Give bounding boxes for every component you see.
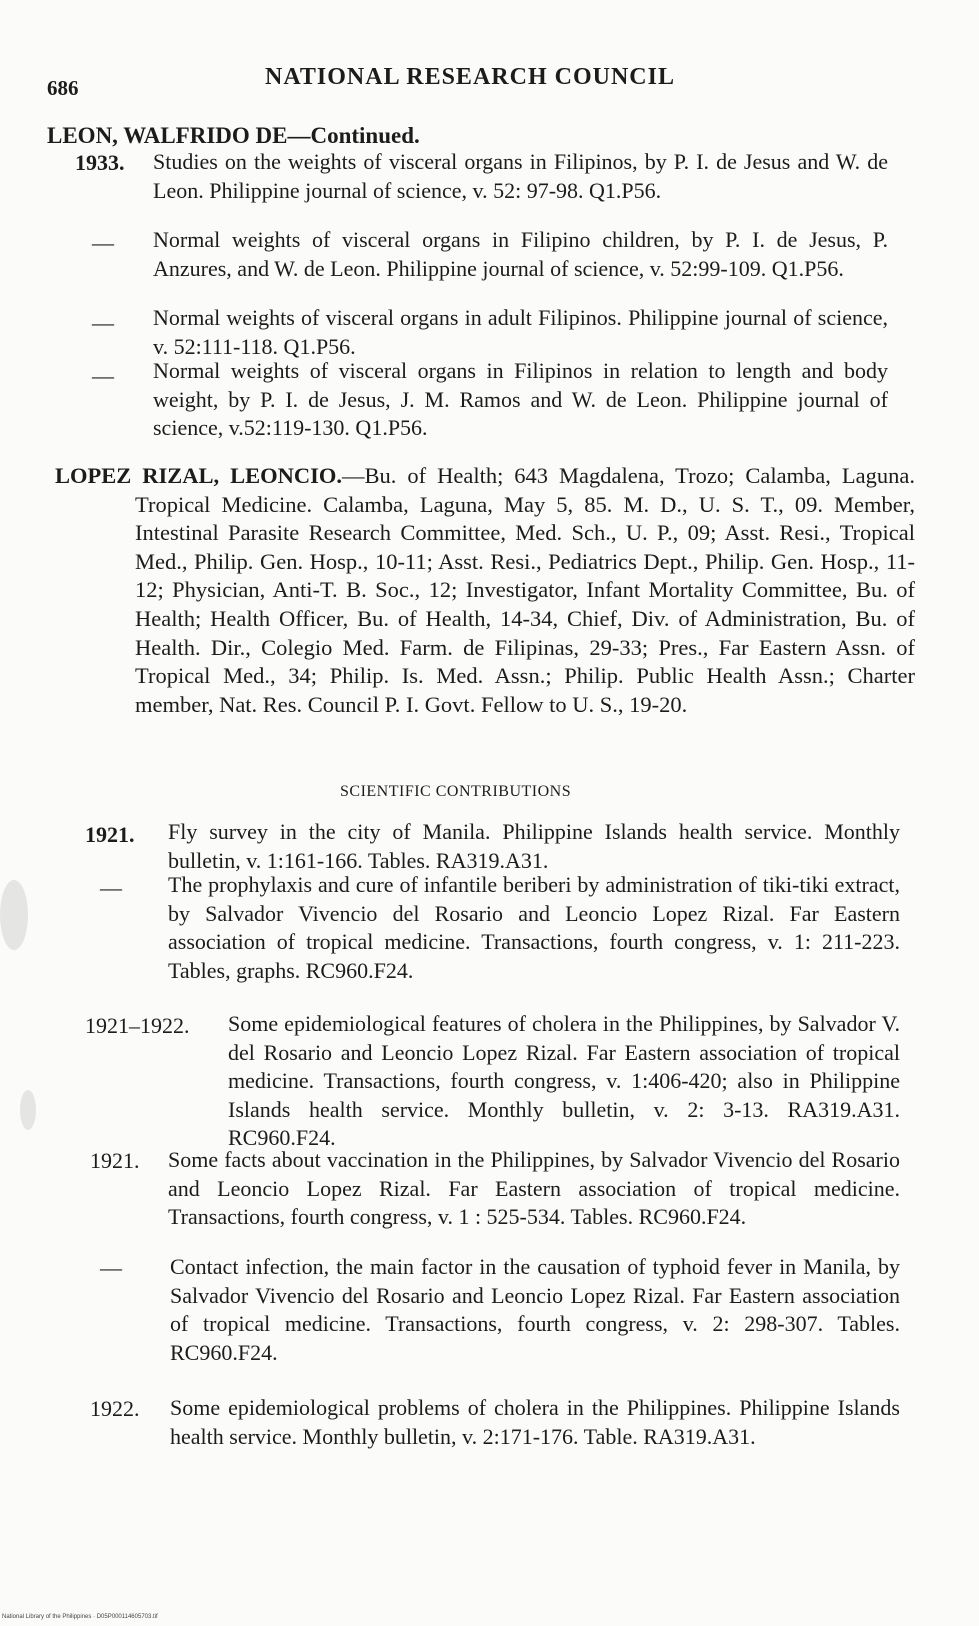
entry-dash: — — [100, 875, 122, 900]
running-head: NATIONAL RESEARCH COUNCIL — [265, 64, 675, 90]
bibliography-entry: Some facts about vaccination in the Philippines, by Salvador Vivencio del Rosario and Leoncio Lopez Rizal. Far Eastern association of tropical medicine. Transactions, fourth congress, v. 1 : 525-534. Tables. RC960.F24. — [168, 1147, 900, 1230]
section-heading: SCIENTIFIC CONTRIBUTIONS — [340, 783, 572, 800]
bibliography-entry: Studies on the weights of visceral organs in Filipinos, by P. I. de Jesus and W. de Leon. Philippine journal of science, v. 52: 97-98. Q1.P56. — [153, 149, 888, 203]
entry-dash: — — [92, 230, 114, 255]
scan-footer: National Library of the Philippines · D05P000114605703.tif — [2, 1614, 158, 1620]
bibliography-entry: Normal weights of visceral organs in Filipino children, by P. I. de Jesus, P. Anzures, and W. de Leon. Philippine journal of science, v. 52:99-109. Q1.P56. — [153, 227, 888, 281]
bibliography-entry: Some epidemiological features of cholera in the Philippines, by Salvador V. del Rosario and Leoncio Lopez Rizal. Far Eastern association of tropical medicine. Transactions, fourth congress, v. 1:406-420; also in Philippine Islands health service. Monthly bulletin, v. 2: 3-13. RA319.A31. RC960.F24. — [228, 1011, 900, 1151]
biography-text: —Bu. of Health; 643 Magdalena, Trozo; Calamba, Laguna. Tropical Medicine. Calamba, Laguna, May 5, 85. M. D., U. S. T., 09. Member, Intestinal Parasite Research Committee, Med. Sch., U. P., 09; Asst. Resi., Tropical Med., Philip. Gen. Hosp., 10-11; Asst. Resi., Pediatrics Dept., Philip. Gen. Hosp., 11-12; Physician, Anti-T. B. Soc., 12; Investigator, Infant Mortality Committee, Bu. of Health; Health Officer, Bu. of Health, 14-34, Chief, Div. of Administration, Bu. of Health. Dir., Colegio Med. Farm. de Filipinas, 29-33; Pres., Far Eastern Assn. of Tropical Med., 34; Philip. Is. Med. Assn.; Philip. Public Health Assn.; Charter member, Nat. Res. Council P. I. Govt. Fellow to U. S., 19-20. — [135, 463, 915, 717]
entry-year: 1922. — [90, 1396, 140, 1421]
bibliography-entry: The prophylaxis and cure of infantile beriberi by administration of tiki-tiki extract, by Salvador Vivencio del Rosario and Leoncio Lopez Rizal. Far Eastern association of tropical medicine. Transactions, fourth congress, v. 1: 211-223. Tables, graphs. RC960.F24. — [168, 872, 900, 983]
entry-year: 1921–1922. — [85, 1013, 190, 1038]
entry-dash: — — [100, 1255, 122, 1280]
bibliography-entry: Some epidemiological problems of cholera in the Philippines. Philippine Islands health service. Monthly bulletin, v. 2:171-176. Table. RA319.A31. — [170, 1395, 900, 1449]
entry-dash: — — [92, 310, 114, 335]
entry-dash: — — [92, 363, 114, 388]
entry-year: 1933. — [75, 150, 125, 175]
bibliography-entry: Normal weights of visceral organs in Filipinos in relation to length and body weight, by P. I. de Jesus, J. M. Ramos and W. de Leon. Philippine journal of science, v.52:119-130. Q1.P56. — [153, 358, 888, 441]
biography-lopez-rizal — [55, 462, 915, 719]
entry-year: 1921. — [85, 822, 135, 847]
page-number: 686 — [47, 76, 79, 100]
scan-smudge — [0, 880, 28, 950]
bibliography-entry: Normal weights of visceral organs in adult Filipinos. Philippine journal of science, v. 52:111-118. Q1.P56. — [153, 305, 888, 359]
bibliography-entry: Fly survey in the city of Manila. Philippine Islands health service. Monthly bulletin, v. 1:161-166. Tables. RA319.A31. — [168, 819, 900, 873]
author-heading-leon: LEON, WALFRIDO DE—Continued. — [47, 123, 420, 148]
scan-smudge — [20, 1090, 36, 1130]
entry-year: 1921. — [90, 1148, 140, 1173]
author-heading-lopez-rizal: LOPEZ RIZAL, LEONCIO. — [55, 463, 343, 488]
bibliography-entry: Contact infection, the main factor in the causation of typhoid fever in Manila, by Salvador Vivencio del Rosario and Leoncio Lopez Rizal. Far Eastern association of tropical medicine. Transactions, fourth congress, v. 2: 298-307. Tables. RC960.F24. — [170, 1254, 900, 1365]
